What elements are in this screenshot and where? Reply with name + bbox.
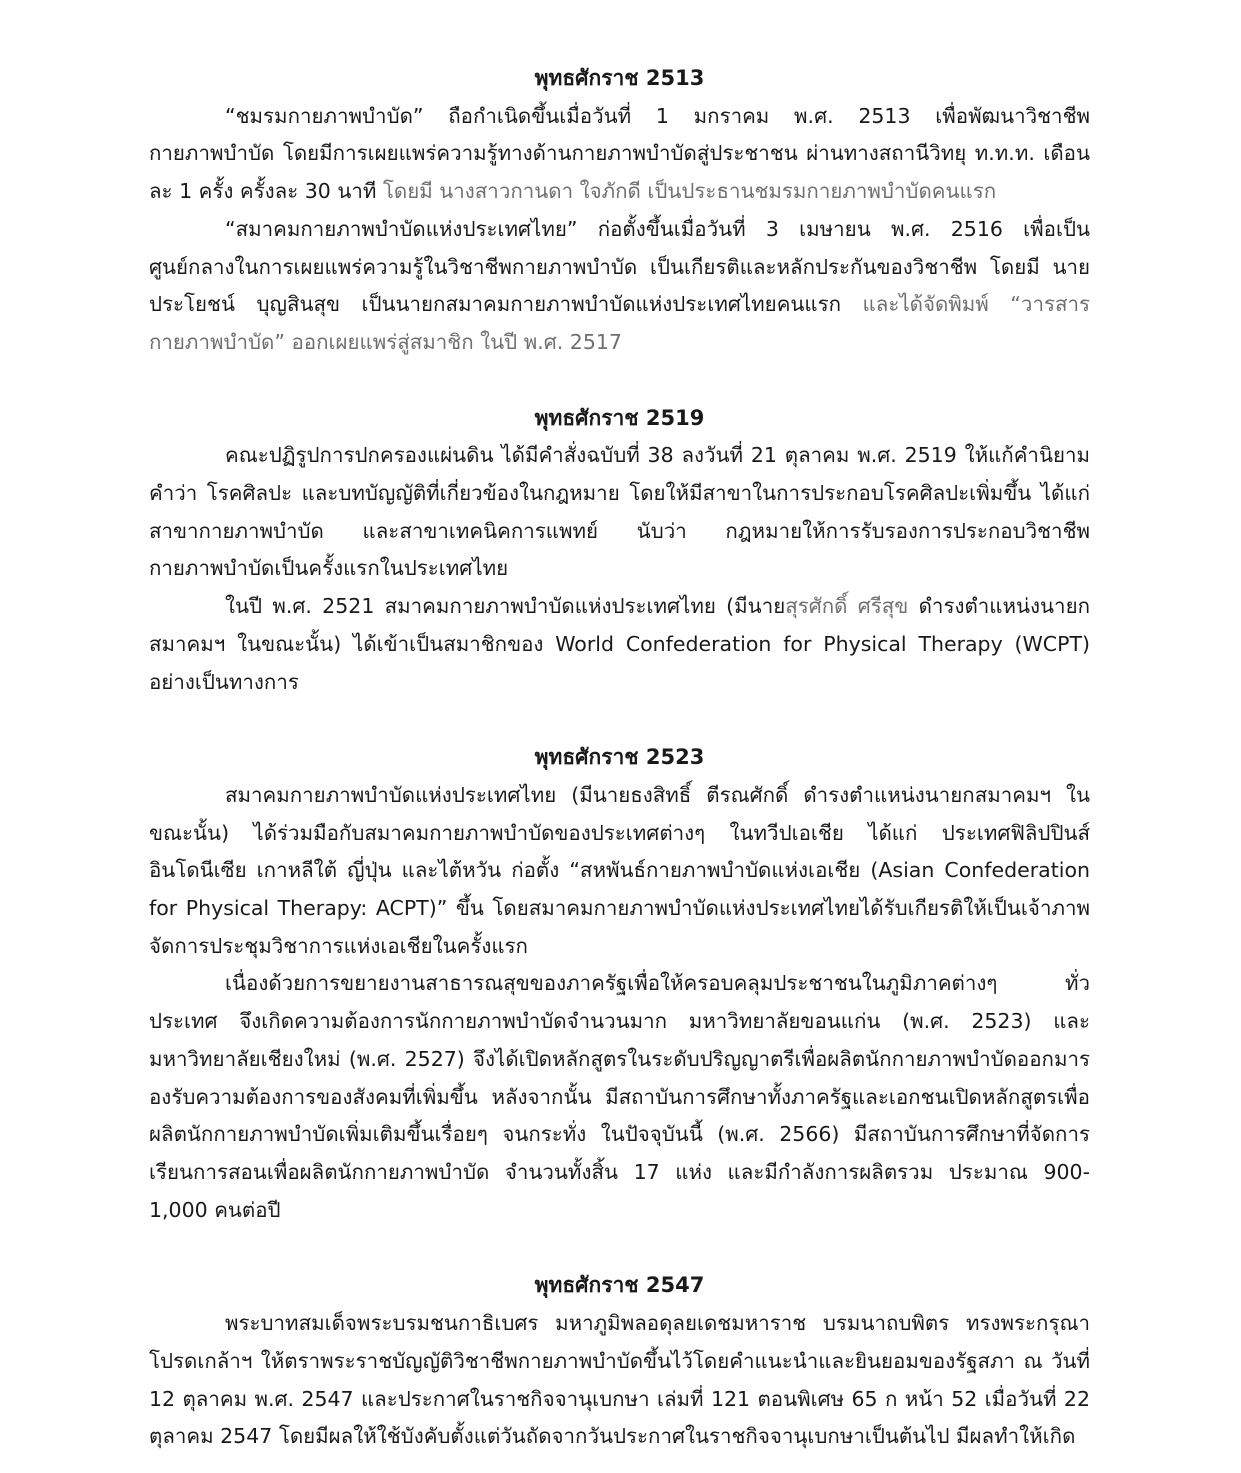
section-2547: [149, 1267, 1090, 1456]
paragraph-muted-text: โดยมี นางสาวกานดา ใจภักดี เป็นประธานชมรมกายภาพบำบัดคนแรก: [376, 179, 997, 204]
paragraph: พระบาทสมเด็จพระบรมชนกาธิเบศร มหาภูมิพลอดุลยเดชมหาราช บรมนาถบพิตร ทรงพระกรุณาโปรดเกล้าฯ ให้ตราพระราชบัญญัติวิชาชีพกายภาพบำบัดขึ้นไว้โดยคำแนะนำและยินยอมของรัฐสภา ณ วันที่ 12 ตุลาคม พ.ศ. 2547 และประกาศในราชกิจจานุเบกษา เล่มที่ 121 ตอนพิเศษ 65 ก หน้า 52 เมื่อวันที่ 22 ตุลาคม 2547 โดยมีผลให้ใช้บังคับตั้งแต่วันถัดจากวันประกาศในราชกิจจานุเบกษาเป็นต้นไป มีผลทำให้เกิด: [149, 1311, 1090, 1449]
section-heading: พุทธศักราช 2519: [534, 405, 705, 430]
paragraph-text: “ชมรมกายภาพบำบัด” ถือกำเนิดขึ้นเมื่อวันที่ 1 มกราคม พ.ศ. 2513 เพื่อพัฒนาวิชาชีพกายภาพบำบัด โดยมีการเผยแพร่ความรู้ทางด้านกายภาพบำบัดสู่ประชาชน ผ่านทางสถานีวิทยุ ท.ท.ท. เดือนละ 1 ครั้ง ครั้งละ 30 นาที: [149, 103, 1090, 204]
section-heading: พุทธศักราช 2547: [534, 1273, 705, 1298]
paragraph: [149, 211, 1090, 362]
paragraph-muted-text: และได้จัดพิมพ์ “วารสารกายภาพบำบัด” ออกเผยแพร่สู่สมาชิก ในปี พ.ศ. 2517: [149, 292, 1090, 354]
section-2513: [149, 60, 1090, 362]
document-page: [149, 60, 1090, 1456]
paragraph: [149, 98, 1090, 211]
paragraph-text: ในปี พ.ศ. 2521 สมาคมกายภาพบำบัดแห่งประเทศไทย (มีนาย: [225, 594, 786, 619]
section-heading: พุทธศักราช 2523: [534, 745, 705, 770]
section-heading: พุทธศักราช 2513: [534, 66, 705, 90]
section-2519: [149, 400, 1090, 702]
paragraph: เนื่องด้วยการขยายงานสาธารณสุขของภาครัฐเพื่อให้ครอบคลุมประชาชนในภูมิภาคต่างๆ ทั่วประเทศ จึงเกิดความต้องการนักกายภาพบำบัดจำนวนมาก มหาวิทยาลัยขอนแก่น (พ.ศ. 2523) และมหาวิทยาลัยเชียงใหม่ (พ.ศ. 2527) จึงได้เปิดหลักสูตรในระดับปริญญาตรีเพื่อผลิตนักกายภาพบำบัดออกมารองรับความต้องการของสังคมที่เพิ่มขึ้น หลังจากนั้น มีสถาบันการศึกษาทั้งภาครัฐและเอกชนเปิดหลักสูตรเพื่อผลิตนักกายภาพบำบัดเพิ่มเติมขึ้นเรื่อยๆ จนกระทั่ง ในปัจจุบันนี้ (พ.ศ. 2566) มีสถาบันการศึกษาที่จัดการเรียนการสอนเพื่อผลิตนักกายภาพบำบัด จำนวนทั้งสิ้น 17 แห่ง และมีกำลังการผลิตรวม ประมาณ 900-1,000 คนต่อปี: [149, 971, 1090, 1222]
paragraph-muted-text: สุรศักดิ์ ศรีสุข: [785, 594, 909, 619]
section-2523: [149, 739, 1090, 1229]
paragraph: คณะปฏิรูปการปกครองแผ่นดิน ได้มีคำสั่งฉบับที่ 38 ลงวันที่ 21 ตุลาคม พ.ศ. 2519 ให้แก้คำนิยามคำว่า โรคศิลปะ และบทบัญญัติที่เกี่ยวข้องในกฎหมาย โดยให้มีสาขาในการประกอบโรคศิลปะเพิ่มขึ้น ได้แก่ สาขากายภาพบำบัด และสาขาเทคนิคการแพทย์ นับว่า กฎหมายให้การรับรองการประกอบวิชาชีพกายภาพบำบัดเป็นครั้งแรกในประเทศไทย: [149, 443, 1090, 581]
paragraph: สมาคมกายภาพบำบัดแห่งประเทศไทย (มีนายธงสิทธิ์ ตีรณศักดิ์ ดำรงตำแหน่งนายกสมาคมฯ ในขณะนั้น) ได้ร่วมมือกับสมาคมกายภาพบำบัดของประเทศต่างๆ ในทวีปเอเชีย ได้แก่ ประเทศฟิลิปปินส์ อินโดนีเซีย เกาหลีใต้ ญี่ปุ่น และไต้หวัน ก่อตั้ง “สหพันธ์กายภาพบำบัดแห่งเอเชีย (Asian Confederation for Physical Therapy: ACPT)” ขึ้น โดยสมาคมกายภาพบำบัดแห่งประเทศไทยได้รับเกียรติให้เป็นเจ้าภาพจัดการประชุมวิชาการแห่งเอเชียในครั้งแรก: [149, 782, 1090, 958]
paragraph-text: “สมาคมกายภาพบำบัดแห่งประเทศไทย” ก่อตั้งขึ้นเมื่อวันที่ 3 เมษายน พ.ศ. 2516 เพื่อเป็นศูนย์กลางในการเผยแพร่ความรู้ในวิชาชีพกายภาพบำบัด เป็นเกียรติและหลักประกันของวิชาชีพ โดยมี นายประโยชน์ บุญสินสุข เป็นนายกสมาคมกายภาพบำบัดแห่งประเทศไทยคนแรก: [149, 216, 1090, 317]
paragraph: [149, 588, 1090, 701]
paragraph-text: ดำรงตำแหน่งนายกสมาคมฯ ในขณะนั้น) ได้เข้าเป็นสมาชิกของ World Confederation for Physical Therapy (WCPT) อย่างเป็นทางการ: [149, 594, 1090, 694]
